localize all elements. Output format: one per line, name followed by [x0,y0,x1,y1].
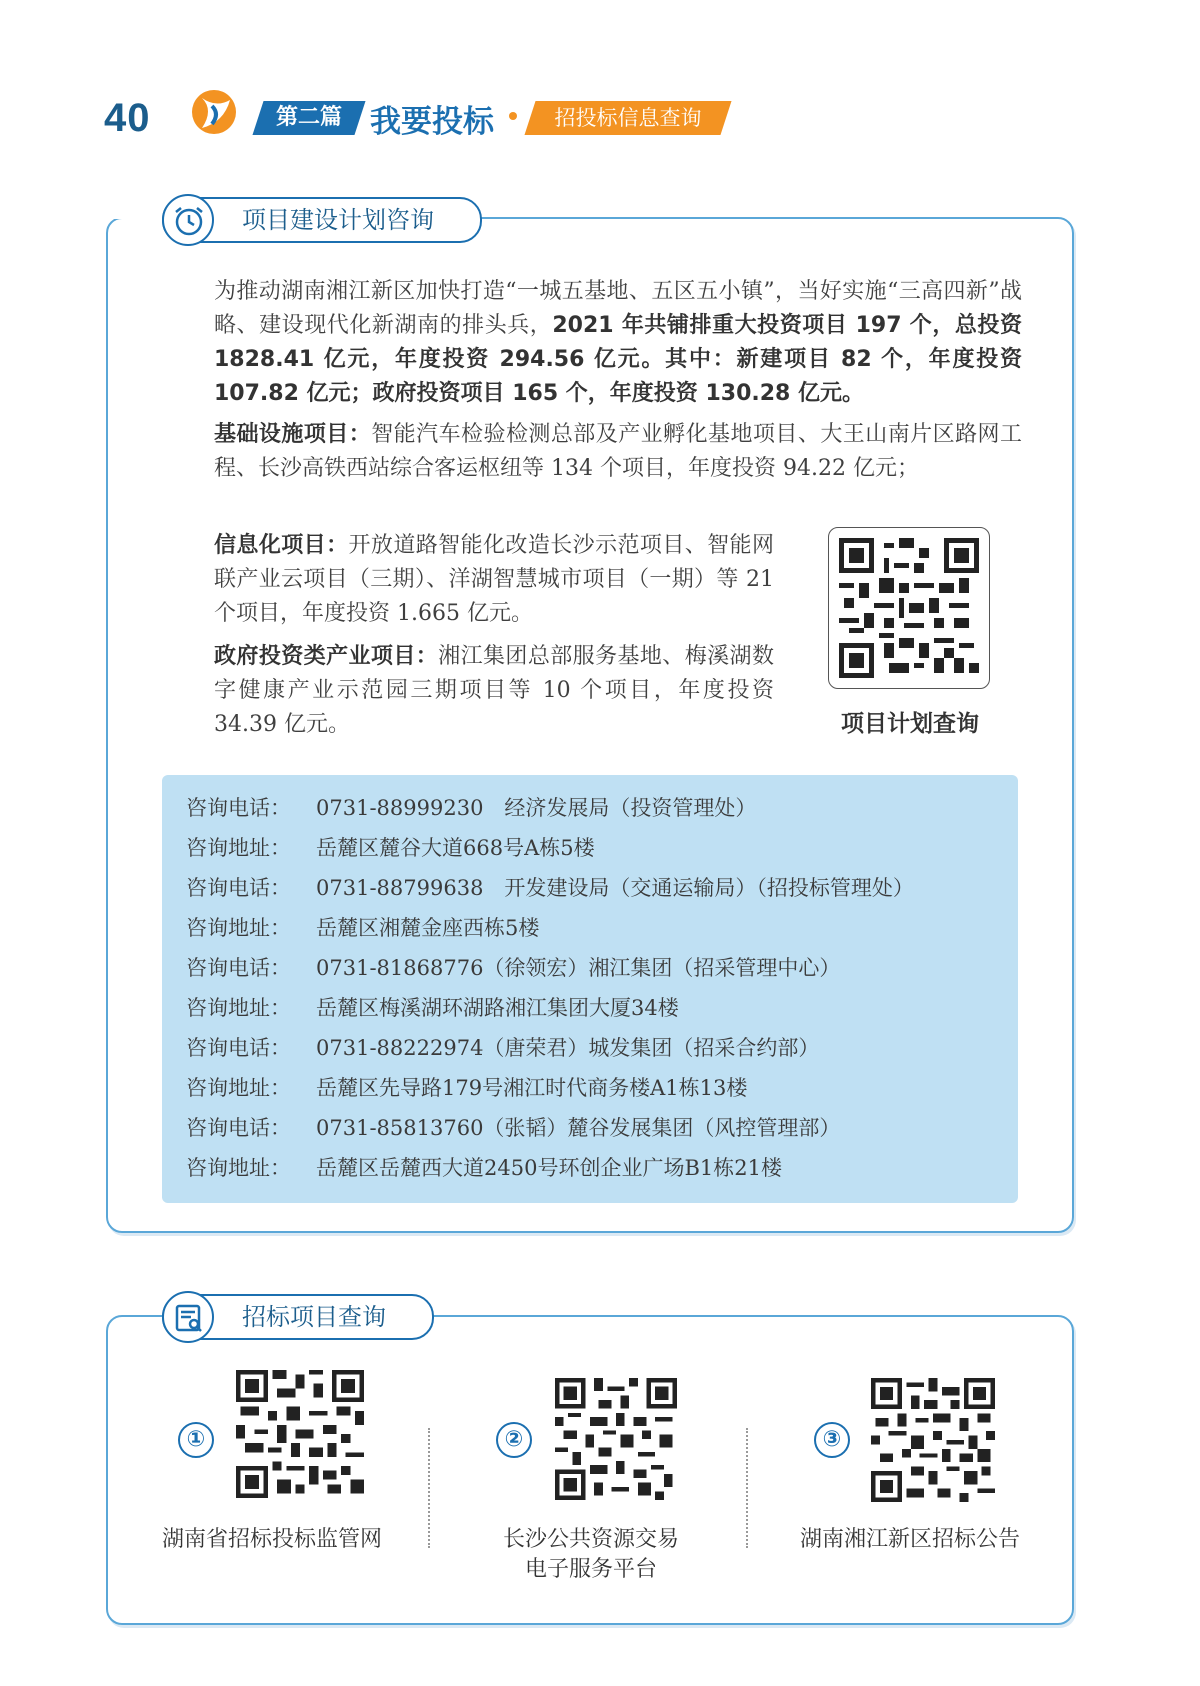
bidding-section-title: 招标项目查询 [242,1303,386,1331]
intro-paragraph: 为推动湖南湘江新区加快打造“一城五基地、五区五小镇”，当好实施“三高四新”战略、建设现代化新湖南的排头兵，2021 年共铺排重大投资项目 197 个，总投资 1828.41 亿元，年度投资 294.56 亿元。其中：新建项目 82 个，年度投资 107.82 亿元；政府投资项目 165 个，年度投资 130.28 亿元。 [214,279,1022,406]
logo-icon [190,88,240,136]
contact-info-box [162,775,1018,1203]
plan-qr-caption: 项目计划查询 [841,711,979,737]
contact-row: 咨询地址： 岳麓区麓谷大道668号A栋5楼 [186,836,595,860]
bidding-section-header [162,1294,434,1340]
section-title: 我要投标 [370,104,494,140]
plan-qr-code[interactable] [828,527,990,689]
qr-label-1: 湖南省招标投标监管网 [161,1527,382,1552]
alarm-clock-icon [162,194,214,246]
gov-paragraph: 政府投资类产业项目：湘江集团总部服务基地、梅溪湖数字健康产业示范园三期项目等 10 个项目，年度投资 34.39 亿元。 [214,644,774,737]
qr-label-2b: 电子服务平台 [524,1557,657,1582]
page-number: 40 [104,96,151,140]
qr-code-1[interactable] [236,1370,364,1502]
title-dot [509,112,517,120]
contact-row: 咨询电话： 0731-88222974（唐荣君）城发集团（招采合约部） [186,1036,820,1060]
separator [428,1428,430,1548]
item-number-3: ③ [814,1422,850,1458]
qr-label-2a: 长沙公共资源交易 [502,1527,679,1552]
separator [746,1428,748,1548]
contact-row: 咨询地址： 岳麓区梅溪湖环湖路湘江集团大厦34楼 [186,996,679,1020]
document-search-icon [162,1291,214,1343]
part-badge: 第二篇 [252,101,365,135]
contact-row: 咨询地址： 岳麓区湘麓金座西栋5楼 [186,916,540,940]
item-number-2: ② [496,1422,532,1458]
item-number-1: ① [178,1422,214,1458]
infra-paragraph: 基础设施项目：智能汽车检验检测总部及产业孵化基地项目、大王山南片区路网工程、长沙高铁西站综合客运枢纽等 134 个项目，年度投资 94.22 亿元； [214,422,1022,481]
plan-section-title: 项目建设计划咨询 [242,206,434,234]
contact-row: 咨询地址： 岳麓区岳麓西大道2450号环创企业广场B1栋21楼 [186,1156,782,1180]
pill-gap [106,217,166,219]
contact-row: 咨询电话： 0731-85813760（张韬）麓谷发展集团（风控管理部） [186,1116,841,1140]
plan-section-header [162,197,482,243]
qr-label-3: 湖南湘江新区招标公告 [799,1527,1020,1552]
contact-row: 咨询地址： 岳麓区先导路179号湘江时代商务楼A1栋13楼 [186,1076,748,1100]
qr-code-2[interactable] [555,1378,677,1504]
contact-row: 咨询电话： 0731-88999230 经济发展局（投资管理处） [186,796,757,820]
contact-row: 咨询电话： 0731-81868776（徐领宏）湘江集团（招采管理中心） [186,956,841,980]
it-paragraph: 信息化项目：开放道路智能化改造长沙示范项目、智能网联产业云项目（三期）、洋湖智慧城市项目（一期）等 21 个项目，年度投资 1.665 亿元。 [214,533,774,626]
subsection-badge: 招投标信息查询 [524,101,731,135]
contact-row: 咨询电话： 0731-88799638 开发建设局（交通运输局）（招投标管理处） [186,876,914,900]
qr-code-3[interactable] [871,1378,995,1506]
